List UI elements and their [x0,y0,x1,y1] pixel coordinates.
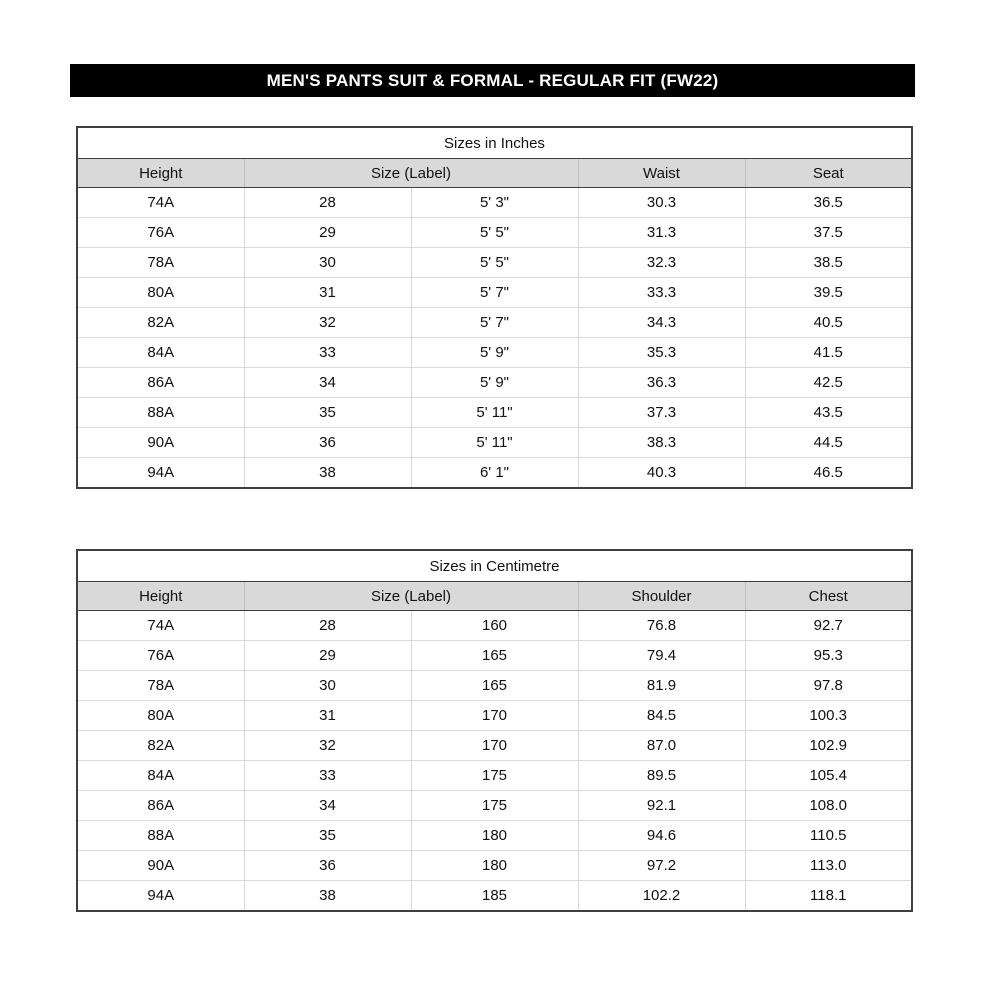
table-cell: 74A [77,188,244,218]
table-cell: 32.3 [578,248,745,278]
table-cell: 97.8 [745,671,912,701]
table-cell: 86A [77,368,244,398]
table-cell: 37.5 [745,218,912,248]
table-cell: 39.5 [745,278,912,308]
table-row [77,791,912,821]
table-cell: 78A [77,671,244,701]
table-cell: 5' 7" [411,308,578,338]
column-header: Waist [578,159,745,188]
table-cell: 29 [244,218,411,248]
table-cell: 94A [77,881,244,912]
table-cell: 76A [77,218,244,248]
table-cell: 175 [411,761,578,791]
table-cell: 31 [244,278,411,308]
table-cell: 165 [411,671,578,701]
column-header: Size (Label) [244,582,578,611]
table-row [77,338,912,368]
table-header-row [77,159,912,188]
table-row [77,308,912,338]
table-cell: 108.0 [745,791,912,821]
table-cell: 5' 7" [411,278,578,308]
table-cell: 160 [411,611,578,641]
table-cell: 32 [244,308,411,338]
table-cell: 175 [411,791,578,821]
table-row [77,641,912,671]
table-cell: 80A [77,278,244,308]
table-cell: 5' 5" [411,218,578,248]
table-cell: 31.3 [578,218,745,248]
table-cell: 5' 11" [411,428,578,458]
page-title-banner: MEN'S PANTS SUIT & FORMAL - REGULAR FIT (FW22) [70,64,915,97]
table-cell: 80A [77,701,244,731]
column-header: Size (Label) [244,159,578,188]
table-cell: 74A [77,611,244,641]
table-cell: 170 [411,701,578,731]
table-cell: 5' 9" [411,368,578,398]
table-cell: 33.3 [578,278,745,308]
table-cell: 88A [77,398,244,428]
table-cell: 94A [77,458,244,489]
table-row [77,761,912,791]
table-cell: 5' 11" [411,398,578,428]
table-title: Sizes in Centimetre [77,550,912,582]
table-cell: 34 [244,368,411,398]
table-cell: 102.2 [578,881,745,912]
table-cell: 92.7 [745,611,912,641]
table-cell: 28 [244,611,411,641]
table-cell: 37.3 [578,398,745,428]
table-cell: 185 [411,881,578,912]
table-cell: 76.8 [578,611,745,641]
table-cell: 100.3 [745,701,912,731]
table-cell: 95.3 [745,641,912,671]
table-cell: 180 [411,851,578,881]
table-cell: 5' 9" [411,338,578,368]
table-row [77,611,912,641]
table-cell: 165 [411,641,578,671]
table-cell: 86A [77,791,244,821]
column-header: Chest [745,582,912,611]
table-cell: 38 [244,881,411,912]
table-cell: 35 [244,398,411,428]
table-cell: 76A [77,641,244,671]
table-row [77,188,912,218]
table-cell: 87.0 [578,731,745,761]
table-cell: 35.3 [578,338,745,368]
table-cell: 31 [244,701,411,731]
table-row [77,398,912,428]
table-cell: 34 [244,791,411,821]
column-header: Shoulder [578,582,745,611]
table-cell: 42.5 [745,368,912,398]
table-title-row [77,550,912,582]
table-cell: 110.5 [745,821,912,851]
table-row [77,671,912,701]
table-cell: 28 [244,188,411,218]
table-cell: 82A [77,731,244,761]
table-cell: 118.1 [745,881,912,912]
table-cell: 30.3 [578,188,745,218]
table-title: Sizes in Inches [77,127,912,159]
table-cell: 35 [244,821,411,851]
table-cell: 113.0 [745,851,912,881]
table-cell: 41.5 [745,338,912,368]
sizes-in-inches-table [76,126,913,489]
column-header: Seat [745,159,912,188]
table-cell: 36.3 [578,368,745,398]
table-cell: 88A [77,821,244,851]
table-cell: 40.5 [745,308,912,338]
table-cell: 44.5 [745,428,912,458]
table-cell: 33 [244,338,411,368]
table-cell: 78A [77,248,244,278]
table-cell: 32 [244,731,411,761]
table-row [77,428,912,458]
table-cell: 46.5 [745,458,912,489]
table-row [77,368,912,398]
table-row [77,821,912,851]
table-row [77,731,912,761]
table-cell: 5' 5" [411,248,578,278]
table-cell: 36 [244,851,411,881]
table-cell: 33 [244,761,411,791]
table-cell: 34.3 [578,308,745,338]
table-cell: 84A [77,761,244,791]
column-header: Height [77,582,244,611]
table-cell: 170 [411,731,578,761]
table-cell: 36.5 [745,188,912,218]
table-cell: 40.3 [578,458,745,489]
table-row [77,248,912,278]
table-cell: 81.9 [578,671,745,701]
table-cell: 102.9 [745,731,912,761]
table-cell: 94.6 [578,821,745,851]
table-cell: 90A [77,851,244,881]
table-cell: 5' 3" [411,188,578,218]
table-row [77,458,912,489]
table-row [77,218,912,248]
table-cell: 84.5 [578,701,745,731]
table-header-row [77,582,912,611]
table-cell: 38.5 [745,248,912,278]
column-header: Height [77,159,244,188]
table-row [77,881,912,912]
table-cell: 79.4 [578,641,745,671]
table-cell: 43.5 [745,398,912,428]
table-row [77,851,912,881]
table-cell: 29 [244,641,411,671]
table-cell: 90A [77,428,244,458]
table-cell: 97.2 [578,851,745,881]
table-cell: 38.3 [578,428,745,458]
table-row [77,701,912,731]
sizes-in-centimetre-table [76,549,913,912]
table-title-row [77,127,912,159]
table-cell: 6' 1" [411,458,578,489]
table-cell: 92.1 [578,791,745,821]
table-cell: 84A [77,338,244,368]
table-cell: 89.5 [578,761,745,791]
table-cell: 105.4 [745,761,912,791]
table-cell: 180 [411,821,578,851]
table-cell: 30 [244,248,411,278]
table-cell: 30 [244,671,411,701]
table-cell: 38 [244,458,411,489]
table-cell: 82A [77,308,244,338]
table-row [77,278,912,308]
table-cell: 36 [244,428,411,458]
